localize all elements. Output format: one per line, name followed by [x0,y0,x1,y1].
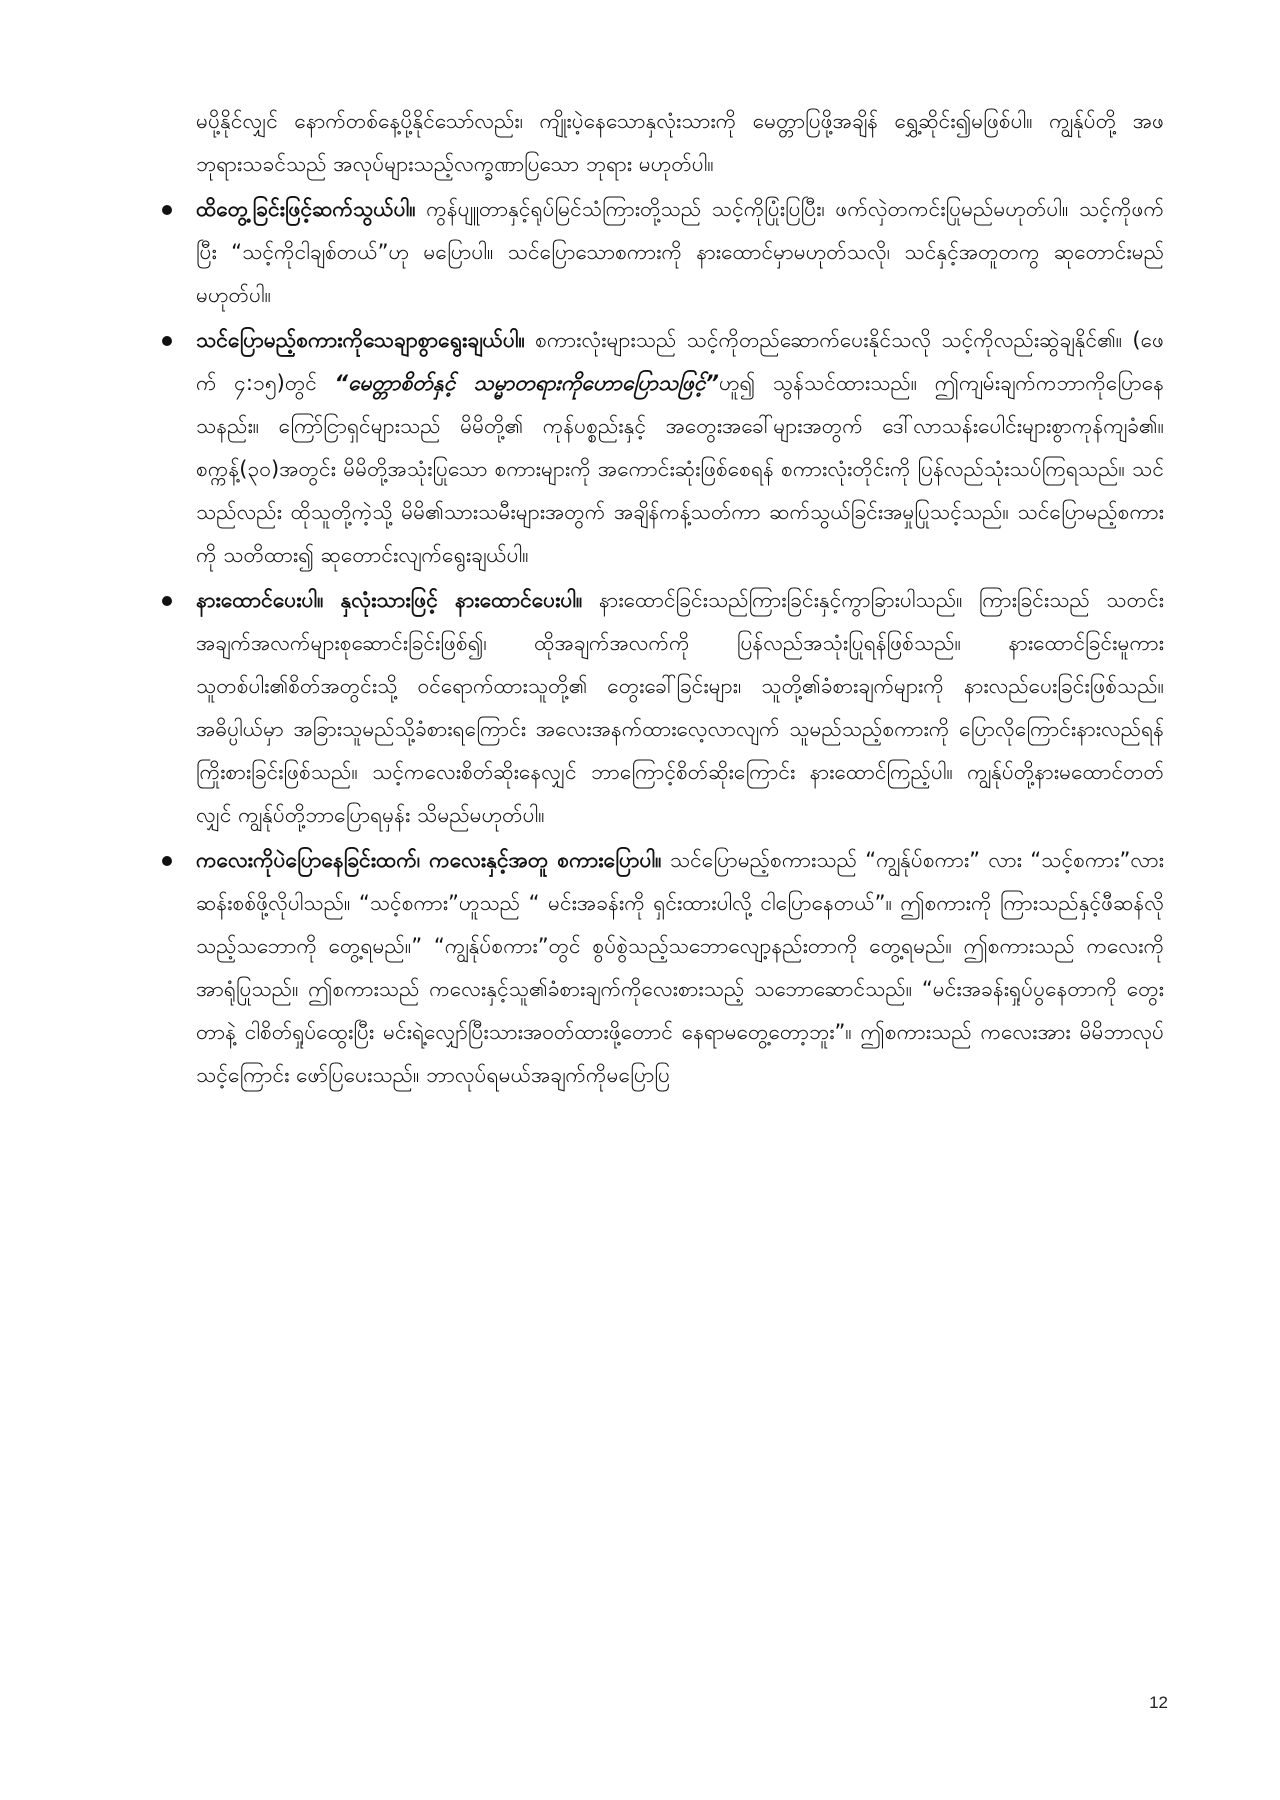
page-content [196,100,1164,1099]
bullet-heading: ထိတွေ့ခြင်းဖြင့်ဆက်သွယ်ပါ။ [196,197,416,221]
bullet-item-choose-words [196,319,1164,577]
bullet-body: သင်ပြောမည့်စကားသည် “ကျွန်ုပ်စကား” လား “သင့်စကား”လား ဆန်းစစ်ဖို့လိုပါသည်။ “သင့်စကား”ဟူသည် “ မင်းအခန်းကို ရှင်းထားပါလို့ ငါပြောနေတယ်”။ ဤစကားကို ကြားသည်နှင့်ဖီဆန်လိုသည့်သဘောကို တွေ့ရမည်။” “ကျွန်ုပ်စကား”တွင် စွပ်စွဲသည့်သဘောလျော့နည်းတာကို တွေ့ရမည်။ ဤစကားသည် ကလေးကိုအာရုံပြုသည်။ ဤစကားသည် ကလေးနှင့်သူ၏ခံစားချက်ကိုလေးစားသည့် သဘောဆောင်သည်။ “မင်းအခန်းရှုပ်ပွနေတာကို တွေးတာနဲ့ ငါစိတ်ရှုပ်ထွေးပြီး မင်းရဲ့လျှော်ပြီးသားအဝတ်ထားဖို့တောင် နေရာမတွေ့တော့ဘူး”။ ဤစကားသည် ကလေးအား မိမိဘာလုပ်သင့်ကြောင်း ဖော်ပြပေးသည်။ ဘာလုပ်ရမယ်အချက်ကိုမပြောပြ [196,848,1164,1087]
bullet-body-continued: ဟူ၍ သွန်သင်ထားသည်။ ဤကျမ်းချက်ကဘာကိုပြောနေသနည်း။ ကြော်ငြာရှင်များသည် မိမိတို့၏ ကုန်ပစ္စည်းနှင့် အတွေးအခေါ်များအတွက် ဒေါ်လာသန်းပေါင်းများစွာကုန်ကျခံ၏။ စက္ကန့်(၃၀)အတွင်း မိမိတို့အသုံးပြုသော စကားများကို အကောင်းဆုံးဖြစ်စေရန် စကားလုံးတိုင်းကို ပြန်လည်သုံးသပ်ကြရသည်။ သင်သည်လည်း ထိုသူတို့ကဲ့သို့ မိမိ၏သားသမီးများအတွက် အချိန်ကန့်သတ်ကာ ဆက်သွယ်ခြင်းအမှုပြုသင့်သည်။ သင်ပြောမည့်စကားကို သတိထား၍ ဆုတောင်းလျက်ရွေးချယ်ပါ။ [196,371,1164,567]
page-number: 12 [1149,1693,1168,1712]
bullet-body: နားထောင်ခြင်းသည်ကြားခြင်းနှင့်ကွာခြားပါသည်။ ကြားခြင်းသည် သတင်းအချက်အလက်များစုဆောင်းခြင်းဖြစ်၍၊ ထိုအချက်အလက်ကို ပြန်လည်အသုံးပြုရန်ဖြစ်သည်။ နားထောင်ခြင်းမူကား သူတစ်ပါး၏စိတ်အတွင်းသို့ ဝင်ရောက်ထားသူတို့၏ တွေးခေါ်ခြင်းများ၊ သူတို့၏ခံစားချက်များကို နားလည်ပေးခြင်းဖြစ်သည်။ အဓိပ္ပါယ်မှာ အခြားသူမည်သို့ခံစားရကြောင်း အလေးအနက်ထားလေ့လာလျက် သူမည်သည့်စကားကို ပြောလိုကြောင်းနားလည်ရန် ကြိုးစားခြင်းဖြစ်သည်။ သင့်ကလေးစိတ်ဆိုးနေလျှင် ဘာကြောင့်စိတ်ဆိုးကြောင်း နားထောင်ကြည့်ပါ။ ကျွန်ုပ်တို့နားမထောင်တတ်လျှင် ကျွန်ုပ်တို့ဘာပြောရမှန်း သိမည်မဟုတ်ပါ။ [196,588,1164,827]
bullet-item-listen [196,579,1164,837]
bullet-heading: သင်ပြောမည့်စကားကိုသေချာစွာရွေးချယ်ပါ။ [196,328,525,352]
bullet-body: ကွန်ပျူတာနှင့်ရုပ်မြင်သံကြားတို့သည် သင့်ကိုပြုံးပြပြီး၊ ဖက်လှဲတကင်းပြုမည်မဟုတ်ပါ။ သင့်ကိုဖက်ပြီး “သင့်ကိုငါချစ်တယ်”ဟု မပြောပါ။ သင်ပြောသောစကားကို နားထောင်မှာမဟုတ်သလို၊ သင်နှင့်အတူတကွ ဆုတောင်းမည်မဟုတ်ပါ။ [196,197,1164,307]
bullet-body: စကားလုံးများသည် သင့်ကိုတည်ဆောက်ပေးနိုင်သလို သင့်ကိုလည်းဆွဲချနိုင်၏။ (ဖေက် ၄:၁၅)တွင် [196,328,1164,395]
bullet-item-talk-with-child [196,839,1164,1097]
bullet-heading: နားထောင်ပေးပါ။ နှလုံးသားဖြင့် နားထောင်ပေးပါ။ [196,588,583,612]
bullet-dot-icon [162,596,172,606]
bullet-dot-icon [162,336,172,346]
bullet-item-touch [196,188,1164,317]
bullet-dot-icon [162,205,172,215]
scripture-quote: “မေတ္တာစိတ်နှင့် သမ္မာတရားကိုဟောပြောသဖြင့်” [334,371,719,395]
bullet-list [196,188,1164,1097]
bullet-heading: ကလေးကိုပဲပြောနေခြင်းထက်၊ ကလေးနှင့်အတူ စကားပြောပါ။ [196,848,662,872]
lead-paragraph: မပို့နိုင်လျှင် နောက်တစ်နေ့ပို့နိုင်သော်လည်း၊ ကျိုးပဲ့နေသောနှလုံးသားကို မေတ္တာပြဖို့အချိန် ရွှေ့ဆိုင်း၍မဖြစ်ပါ။ ကျွန်ုပ်တို့ အဖဘုရားသခင်သည် အလုပ်များသည့်လက္ခဏာပြသော ဘုရား မဟုတ်ပါ။ [196,109,1164,176]
bullet-dot-icon [162,856,172,866]
